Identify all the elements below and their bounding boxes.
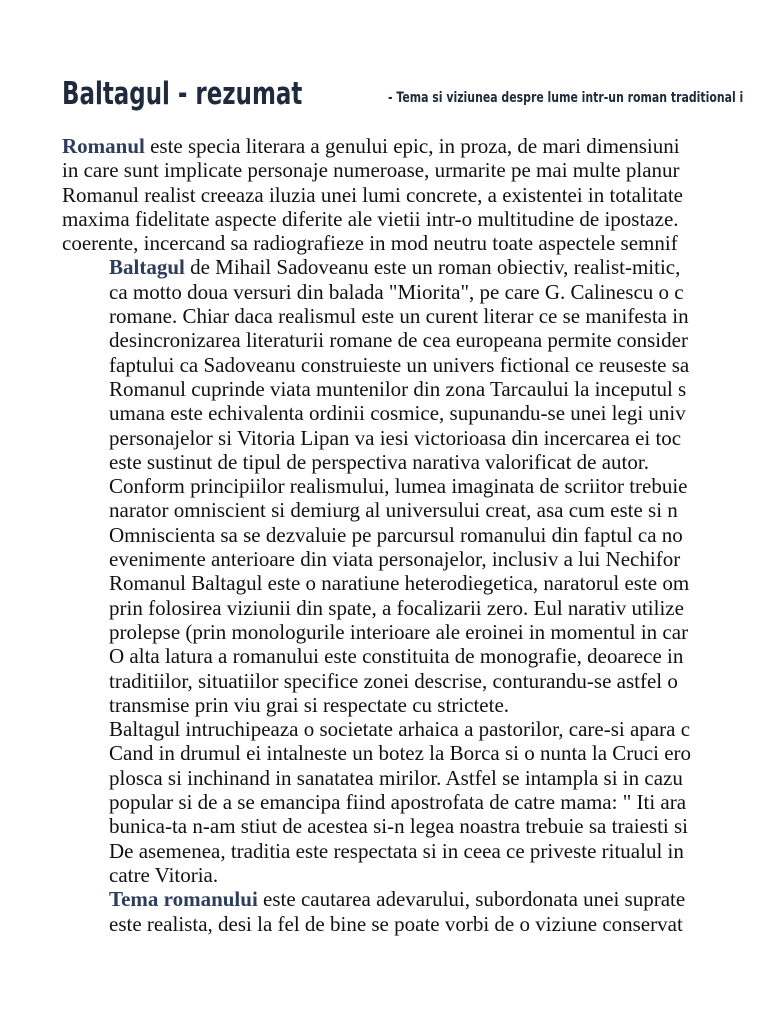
line-text: prin folosirea viziunii din spate, a focalizarii zero. Eul narativ utilize bbox=[109, 595, 684, 620]
keyword-term: Tema romanului bbox=[109, 887, 258, 912]
line-text: este cautarea adevarului, subordonata unei suprate bbox=[257, 887, 686, 912]
text-line bbox=[62, 669, 768, 693]
text-line bbox=[62, 255, 768, 279]
line-text: Baltagul intruchipeaza o societate arhaica a pastorilor, care-si apara c bbox=[109, 717, 691, 742]
body-text bbox=[62, 134, 768, 936]
text-line bbox=[62, 328, 768, 352]
line-text: desincronizarea literaturii romane de cea europeana permite consider bbox=[109, 328, 688, 353]
line-text: bunica-ta n-am stiut de acestea si-n legea noastra trebuie sa traiesti si bbox=[109, 814, 689, 839]
title-main: Baltagul - rezumat bbox=[62, 76, 303, 112]
text-line bbox=[62, 547, 768, 571]
line-text: maxima fidelitate aspecte diferite ale vietii intr-o multitudine de ipostaze. bbox=[62, 206, 679, 231]
text-line bbox=[62, 814, 768, 838]
text-line bbox=[62, 353, 768, 377]
line-text: evenimente anterioare din viata personajelor, inclusiv a lui Nechifor bbox=[109, 547, 681, 572]
text-line bbox=[62, 887, 768, 911]
text-line bbox=[62, 644, 768, 668]
page-bottom-area bbox=[0, 943, 768, 1024]
text-line bbox=[62, 717, 768, 741]
line-text: Omniscienta sa se dezvaluie pe parcursul romanului din faptul ca no bbox=[109, 522, 683, 547]
line-text: catre Vitoria. bbox=[109, 862, 219, 887]
text-line bbox=[62, 912, 768, 936]
document-title bbox=[62, 76, 744, 112]
text-line bbox=[62, 523, 768, 547]
line-text: ca motto doua versuri din balada "Miorita", pe care G. Calinescu o c bbox=[109, 279, 684, 304]
line-text: Conform principiilor realismului, lumea imaginata de scriitor trebuie bbox=[109, 474, 688, 499]
line-text: este realista, desi la fel de bine se poate vorbi de o viziune conservat bbox=[109, 911, 683, 936]
text-line bbox=[62, 839, 768, 863]
line-text: O alta latura a romanului este constituita de monografie, deoarece in bbox=[109, 644, 684, 669]
line-text: traditiilor, situatiilor specifice zonei descrise, conturandu-se astfel o bbox=[109, 668, 678, 693]
text-line bbox=[62, 741, 768, 765]
text-line bbox=[62, 450, 768, 474]
line-text: coerente, incercand sa radiografieze in mod neutru toate aspectele semnif bbox=[62, 231, 678, 256]
text-line bbox=[62, 790, 768, 814]
keyword-term: Baltagul bbox=[109, 255, 185, 280]
line-text: Romanul cuprinde viata muntenilor din zona Tarcaului la inceputul s bbox=[109, 376, 687, 401]
title-subtitle: - Tema si viziunea despre lume intr-un roman traditional i bbox=[388, 90, 744, 106]
line-text: Cand in drumul ei intalneste un botez la Borca si o nunta la Cruci ero bbox=[109, 741, 692, 766]
line-text: este specia literara a genului epic, in proza, de mari dimensiuni bbox=[144, 134, 680, 158]
line-text: de Mihail Sadoveanu este un roman obiectiv, realist-mitic, bbox=[184, 255, 681, 280]
text-line bbox=[62, 426, 768, 450]
text-line bbox=[62, 766, 768, 790]
text-line bbox=[62, 304, 768, 328]
line-text: plosca si inchinand in sanatatea mirilor. Astfel se intampla si in cazu bbox=[109, 765, 683, 790]
text-line bbox=[62, 158, 768, 182]
line-text: este sustinut de tipul de perspectiva narativa valorificat de autor. bbox=[109, 449, 649, 474]
line-text: faptului ca Sadoveanu construieste un univers fictional ce reuseste sa bbox=[109, 352, 690, 377]
text-line bbox=[62, 620, 768, 644]
line-text: narator omniscient si demiurg al universului creat, asa cum este si n bbox=[109, 498, 678, 523]
line-text: personajelor si Vitoria Lipan va iesi victorioasa din incercarea ei toc bbox=[109, 425, 682, 450]
text-line bbox=[62, 280, 768, 304]
text-line bbox=[62, 693, 768, 717]
line-text: prolepse (prin monologurile interioare ale eroinei in momentul in car bbox=[109, 619, 689, 644]
text-line bbox=[62, 571, 768, 595]
text-line bbox=[62, 401, 768, 425]
line-text: Romanul Baltagul este o naratiune heterodiegetica, naratorul este om bbox=[109, 571, 690, 596]
text-line bbox=[62, 134, 768, 158]
line-text: umana este echivalenta ordinii cosmice, supunandu-se unei legi univ bbox=[109, 401, 686, 426]
line-text: popular si de a se emancipa fiind apostrofata de catre mama: " Iti ara bbox=[109, 790, 687, 815]
keyword-term: Romanul bbox=[62, 134, 145, 158]
text-line bbox=[62, 377, 768, 401]
line-text: Romanul realist creeaza iluzia unei lumi concrete, a existentei in totalitate bbox=[62, 182, 683, 207]
line-text: romane. Chiar daca realismul este un curent literar ce se manifesta in bbox=[109, 304, 689, 329]
text-line bbox=[62, 231, 768, 255]
text-line bbox=[62, 183, 768, 207]
line-text: in care sunt implicate personaje numeroase, urmarite pe mai multe planur bbox=[62, 158, 680, 183]
line-text: De asemenea, traditia este respectata si in ceea ce priveste ritualul in bbox=[109, 838, 684, 863]
text-line bbox=[62, 596, 768, 620]
text-line bbox=[62, 207, 768, 231]
text-line bbox=[62, 863, 768, 887]
text-line bbox=[62, 498, 768, 522]
text-line bbox=[62, 474, 768, 498]
line-text: transmise prin viu grai si respectate cu strictete. bbox=[109, 692, 510, 717]
